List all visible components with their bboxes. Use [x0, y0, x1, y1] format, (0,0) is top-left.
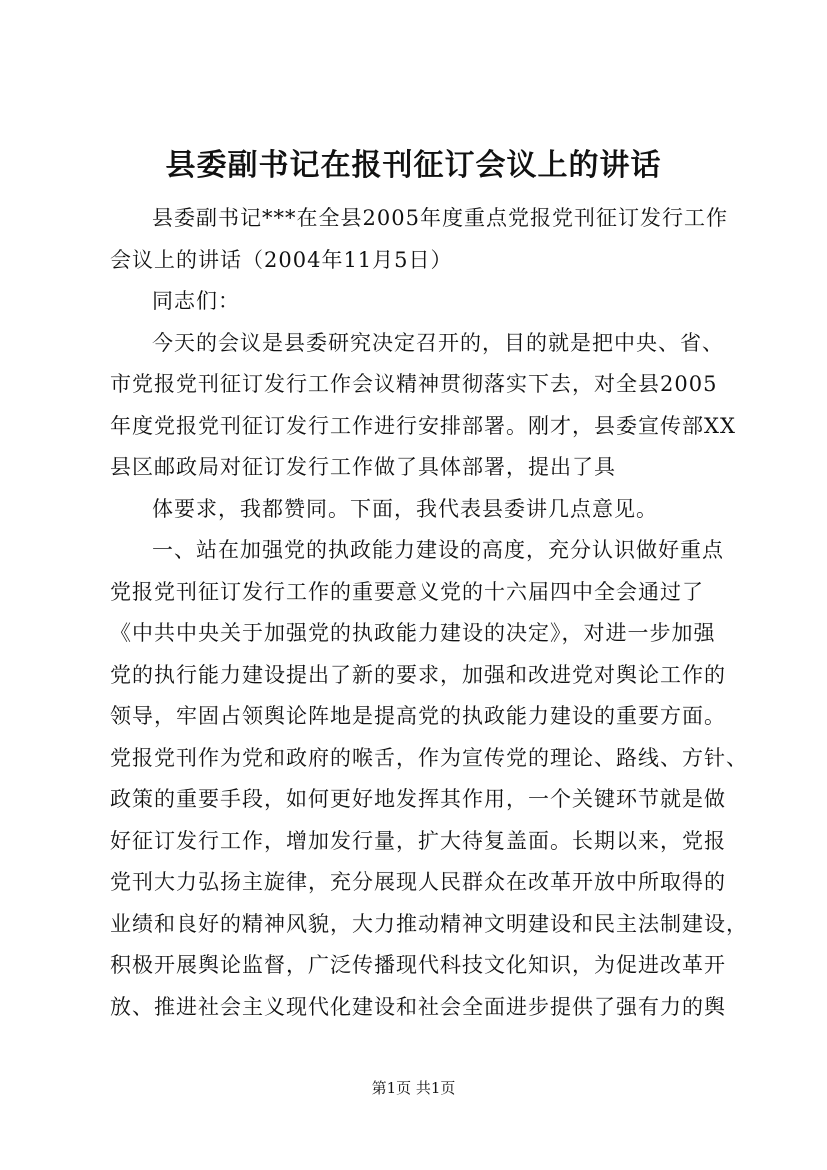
body-line: 市党报党刊征订发行工作会议精神贯彻落实下去，对全县2005: [110, 372, 718, 396]
body-line: 党的执行能力建设提出了新的要求，加强和改进党对舆论工作的: [110, 662, 726, 687]
body-line: 党报党刊征订发行工作的重要意义党的十六届四中全会通过了: [110, 579, 704, 604]
body-line: 《中共中央关于加强党的执政能力建设的决定》，对进一步加强: [110, 621, 716, 645]
body-line: 今天的会议是县委研究决定召开的，目的就是把中央、省、: [152, 330, 724, 355]
page-footer: 第1页 共1页: [371, 1079, 456, 1097]
body-line: 业绩和良好的精神风貌，大力推动精神文明建设和民主法制建设，: [110, 911, 748, 936]
document-title: 县委副书记在报刊征订会议上的讲话: [165, 148, 662, 183]
body-line: 体要求，我都赞同。下面，我代表县委讲几点意见。: [152, 496, 658, 521]
body-line: 一、站在加强党的执政能力建设的高度，充分认识做好重点: [152, 538, 724, 562]
body-line: 政策的重要手段，如何更好地发挥其作用，一个关键环节就是做: [110, 787, 726, 811]
body-line: 积极开展舆论监督，广泛传播现代科技文化知识，为促进改革开: [110, 953, 726, 977]
body-line: 放、推进社会主义现代化建设和社会全面进步提供了强有力的舆: [110, 994, 726, 1019]
body-line: 年度党报党刊征订发行工作进行安排部署。刚才，县委宣传部XX: [110, 413, 736, 438]
body-line: 好征订发行工作，增加发行量，扩大待复盖面。长期以来，党报: [110, 828, 726, 853]
body-line: 同志们：: [152, 289, 240, 313]
document-body: [110, 198, 748, 1028]
body-line: 县委副书记***在全县2005年度重点党报党刊征订发行工作: [152, 206, 728, 230]
body-line: 党刊大力弘扬主旋律，充分展现人民群众在改革开放中所取得的: [110, 870, 726, 894]
body-line: 县区邮政局对征订发行工作做了具体部署，提出了具: [110, 455, 616, 479]
body-line: 会议上的讲话（2004年11月5日）: [110, 247, 453, 272]
body-line: 党报党刊作为党和政府的喉舌，作为宣传党的理论、路线、方针、: [110, 745, 748, 770]
body-line: 领导，牢固占领舆论阵地是提高党的执政能力建设的重要方面。: [110, 704, 726, 728]
